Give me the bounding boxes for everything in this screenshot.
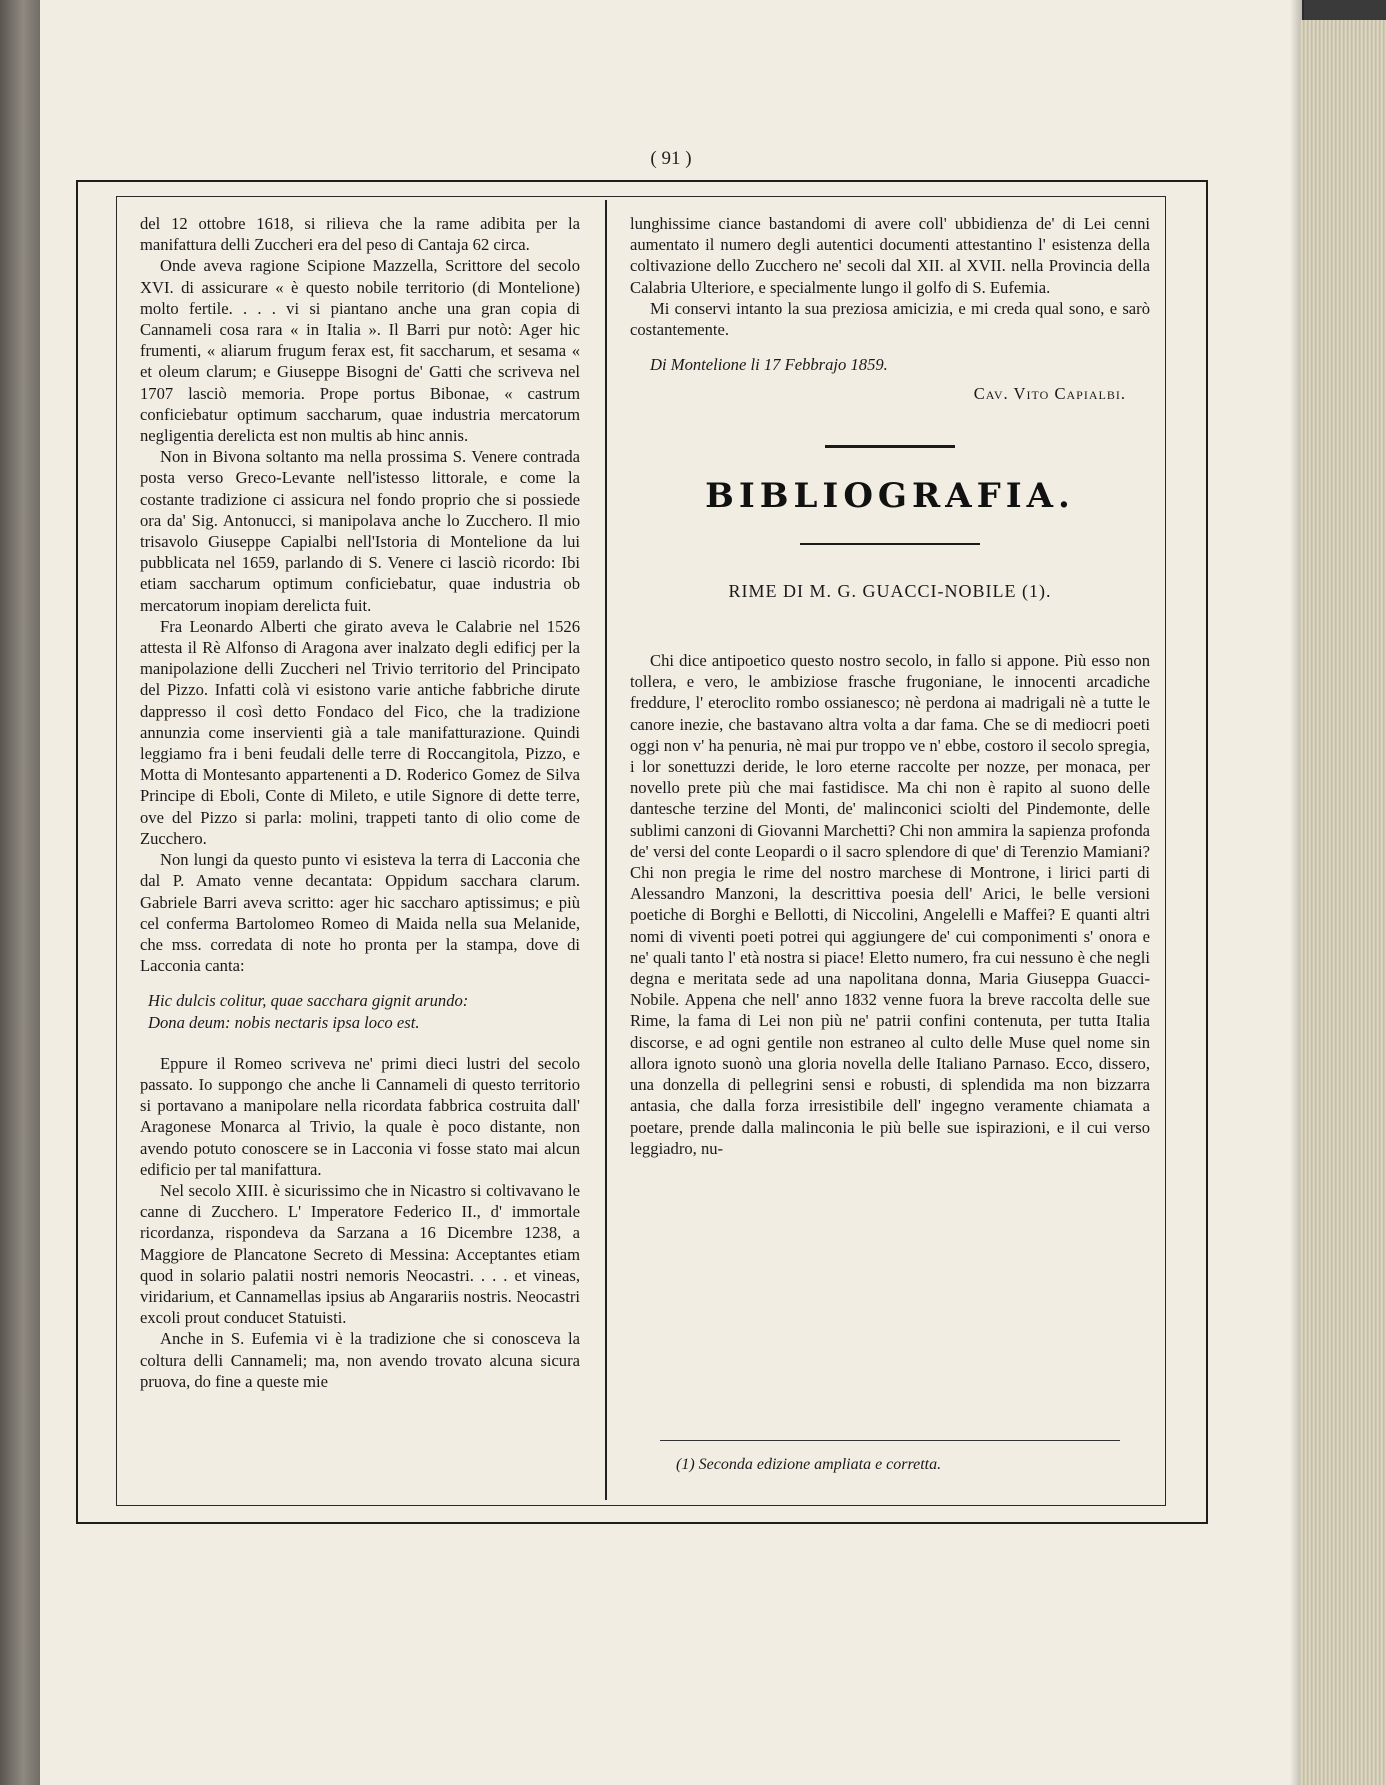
paragraph: Fra Leonardo Alberti che girato aveva le Calabrie nel 1526 attesta il Rè Alfonso di Aragona aver inalzato degli edificj per la manipolazione delli Zuccheri nel Trivio territorio del Principato del Pizzo. Infatti colà vi esistono varie antiche fabbriche dirute dappresso il così detto Fondaco del Fico, che la tradizione annunzia come inservienti già a tale manifatturazione. Quindi leggiamo fra i beni feudali delle terre di Roccangitola, Pizzo, e Motta di Montesanto appartenenti a D. Roderico Gomez de Silva Principe di Eboli, Conte di Mileto, e utile Signore di dette terre, ove del Pizzo si parla: molini, trappeti tanto di olio come de Zucchero. bbox=[140, 616, 580, 848]
section-heading: BIBLIOGRAFIA. bbox=[705, 475, 1075, 516]
heading-rule bbox=[800, 543, 980, 545]
left-column bbox=[140, 213, 580, 1392]
left-page-edge bbox=[0, 0, 42, 1785]
article-title: RIME DI M. G. GUACCI-NOBILE (1). bbox=[728, 580, 1052, 601]
paragraph: del 12 ottobre 1618, si rilieva che la rame adibita per la manifattura delli Zuccheri era del peso di Cantaja 62 circa. bbox=[140, 214, 580, 255]
page bbox=[40, 0, 1302, 1785]
right-column bbox=[630, 213, 1150, 1159]
signature: Cav. Vito Capialbi. bbox=[973, 384, 1126, 404]
paragraph: Chi dice antipoetico questo nostro secolo, in fallo si appone. Più esso non tollera, e vero, le ambiziose frasche frugoniane, le innocenti arcadiche freddure, l' eteroclito rombo ossianesco; nè perdona ai madrigali nè a tutte le canore inezie, che bastavano altra volta a dar fama. Che se di mediocri poeti oggi non v' ha penuria, nè mai pur troppo ve n' ebbe, costoro il secolo spregia, i lor sonettuzzi deride, le loro eterne raccolte per nozze, per monaca, per novello prete più che mai fastidisce. Ma chi non è rapito al suono delle dantesche terzine del Monti, de' malinconici sciolti del Pindemonte, delle sublimi canzoni di Giovanni Marchetti? Chi non ammira la sapienza profonda de' versi del conte Leopardi o il sacro splendore di que' di Terenzio Mamiani? Chi non pregia le rime del nostro marchese di Montrone, i lirici parti di Alessandro Manzoni, la descrittiva poesia dell' Arici, le belle versioni poetiche di Borghi e Bellotti, di Niccolini, Angelelli e Maffei? E quanti altri nomi di viventi poeti potrei qui aggiungere de' cui componimenti s' onora e ne' quali tanto l' età nostra si piace! Eletto numero, fra cui nessuno è che negli degna e meritata sede ad una napolitana donna, Maria Giuseppa Guacci-Nobile. Appena che nell' anno 1832 venne fuora la breve raccolta delle sue Rime, la fama di Lei non più ne' patrii confini contenuta, per tutta Italia discorse, e ad ogni gentile non estraneo al culto delle Muse quel nome sin allora ignoto suonò una gloria novella delle Italiano Parnaso. Ecco, dissero, una donzella di pellegrini sensi e robusti, di splendida ma non bizzarra antasia, che dalla forza irresistibile dell' ingegno veramente chiamata a poetare, prende dalla malinconia le più belle sue ispirazioni, e il cui verso leggiadro, nu- bbox=[630, 651, 1150, 1158]
column-divider bbox=[605, 200, 607, 1500]
page-number: ( 91 ) bbox=[650, 148, 692, 169]
paragraph: lunghissime ciance bastandomi di avere coll' ubbidienza de' di Lei cenni aumentato il numero degli autentici documenti attestantino l' esistenza della coltivazione dello Zucchero ne' secoli dal XII. al XVII. nella Provincia della Calabria Ulteriore, e specialmente lungo il golfo di S. Eufemia. bbox=[630, 214, 1150, 297]
paragraph: Mi conservi intanto la sua preziosa amicizia, e mi creda qual sono, e sarò costantemente. bbox=[630, 298, 1150, 340]
paragraph: Nel secolo XIII. è sicurissimo che in Nicastro si coltivavano le canne di Zucchero. L' Imperatore Federico II., d' immortale ricordanza, rispondeva da Sarzana a 16 Dicembre 1238, a Maggiore de Plancatone Secreto di Messina: Acceptantes etiam quod in solario palatii nostri nemoris Neocastri. . . . et vineas, viridarium, et Cannamellas ipsius ab Angarariis nostris. Neocastri excoli prout conducet Statuisti. bbox=[140, 1180, 580, 1328]
ornamental-rule bbox=[825, 445, 955, 448]
paragraph: Eppure il Romeo scriveva ne' primi dieci lustri del secolo passato. Io suppongo che anche li Cannameli di questo territorio si portavano a manipolare nella ricordata fabbrica costruita dall' Aragonese Monarca al Trivio, la quale è poco distante, non avendo potuto conoscere se in Lacconia vi fosse stato mai alcun edificio per tal manifattura. bbox=[140, 1053, 580, 1179]
paragraph: Anche in S. Eufemia vi è la tradizione che si conosceva la coltura delli Cannameli; ma, non avendo trovato alcuna sicura pruova, do fine a queste mie bbox=[140, 1329, 580, 1391]
paragraph: Onde aveva ragione Scipione Mazzella, Scrittore del secolo XVI. di assicurare « è questo nobile territorio (di Montelione) molto fertile. . . . vi si piantano anche una gran copia di Cannameli cosa rara « in Italia ». Il Barri pur notò: Ager hic frumenti, « aliarum frugum ferax est, fit saccharum, et sesama « et oleum clarum; e Giuseppe Bisogni de' Gatti che scriveva nel 1707 lasciò memoria. Prope portus Bibonae, « castrum conficiebatur optimum saccharum, quae industria mercatorum negligentia derelicta est non multis ab hinc annis. bbox=[140, 256, 580, 446]
verse-quotation bbox=[148, 990, 580, 1032]
verse-line: Dona deum: nobis nectaris ipsa loco est. bbox=[148, 1012, 420, 1032]
paragraph: Non in Bivona soltanto ma nella prossima S. Venere contrada posta verso Greco-Levante nell'istesso littorale, e come la costante tradizione ci assicura nel fondo proprio che si possiede ora da' Sig. Antonucci, si manipolava anche lo Zucchero. Il mio trisavolo Giuseppe Capialbi nell'Istoria di Montelione da lui pubblicata nel 1659, parlando di S. Venere ci lasciò ricordo: Ibi etiam saccharum optimum conficiebatur, quae industria ob mercatorum inopiam derelicta fuit. bbox=[140, 447, 580, 615]
page-edges bbox=[1300, 20, 1386, 1785]
footnote: (1) Seconda edizione ampliata e corretta. bbox=[676, 1456, 942, 1473]
dateline: Di Montelione li 17 Febbrajo 1859. bbox=[650, 355, 888, 375]
left-column-paragraphs-after bbox=[140, 1053, 580, 1392]
left-column-paragraphs bbox=[140, 213, 580, 976]
paragraph: Non lungi da questo punto vi esisteva la terra di Lacconia che dal P. Amato venne decantata: Oppidum sacchara clarum. Gabriele Barri aveva scritto: ager hic saccharo aptissimus; e più cel conferma Bartolomeo Romeo di Maida nella sua Melanide, che mss. corredata di note ho pronta per la stampa, dove di Lacconia canta: bbox=[140, 850, 580, 976]
footnote-rule bbox=[660, 1440, 1120, 1441]
verse-line: Hic dulcis colitur, quae sacchara gignit arundo: bbox=[148, 991, 469, 1011]
